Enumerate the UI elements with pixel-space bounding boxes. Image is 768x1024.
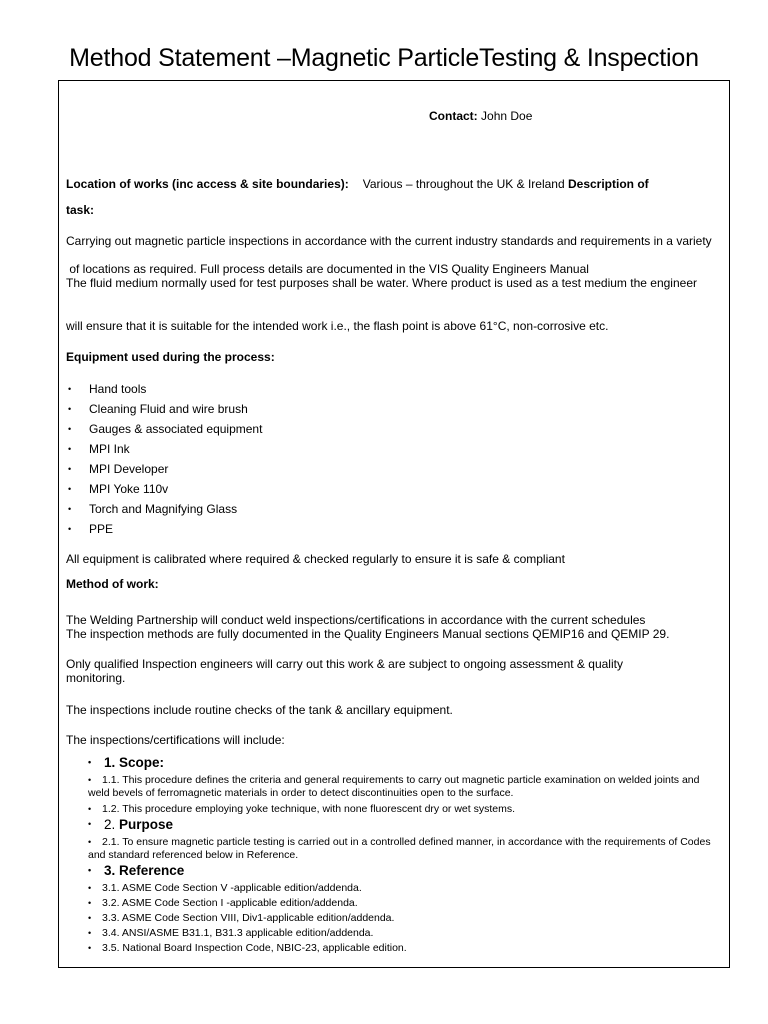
location-value: Various – throughout the UK & Ireland	[362, 177, 565, 191]
list-item: • Torch and Magnifying Glass	[68, 502, 238, 516]
scope-item-2: • 1.2. This procedure employing yoke technique, with none fluorescent dry or wet systems.	[88, 803, 516, 815]
list-item: • Hand tools	[68, 382, 147, 396]
reference-item: • 3.3. ASME Code Section VIII, Div1-applicable edition/addenda.	[88, 912, 395, 924]
scope-item-1: • 1.1. This procedure defines the criteria and general requirements to carry out magnetic particle examination on welded joints and weld bevels of ferromagnetic materials in order to detect discontinuities open to the surface.	[88, 774, 700, 799]
bullet-icon: •	[88, 898, 92, 908]
document-title: Method Statement –Magnetic ParticleTesting & Inspection	[69, 44, 699, 72]
bullet-icon: •	[68, 504, 72, 514]
bullet-icon: •	[88, 883, 92, 893]
method-heading: Method of work:	[66, 577, 159, 591]
description-line-4: will ensure that it is suitable for the intended work i.e., the flash point is above 61°C, non-corrosive etc.	[66, 319, 609, 333]
bullet-icon: •	[88, 819, 92, 829]
location-line	[66, 177, 649, 191]
description-line-2: of locations as required. Full process details are documented in the VIS Quality Engineers Manual	[66, 262, 589, 276]
equipment-list	[68, 382, 262, 542]
bullet-icon: •	[88, 913, 92, 923]
list-item: • MPI Developer	[68, 462, 169, 476]
bullet-icon: •	[68, 424, 72, 434]
bullet-icon: •	[68, 484, 72, 494]
task-label: task:	[66, 203, 95, 217]
bullet-icon: •	[88, 775, 92, 785]
list-item: • PPE	[68, 522, 114, 536]
purpose-item-1: • 2.1. To ensure magnetic particle testing is carried out in a controlled defined manner, in accordance with the requirements of Codes and standard referenced below in Reference.	[88, 836, 711, 861]
method-paragraph-5: The inspections/certifications will include:	[66, 733, 285, 747]
bullet-icon: •	[88, 865, 92, 875]
contact-line	[429, 109, 532, 123]
bullet-icon: •	[68, 384, 72, 394]
list-item: • MPI Yoke 110v	[68, 482, 169, 496]
equipment-heading: Equipment used during the process:	[66, 350, 275, 364]
reference-item: • 3.1. ASME Code Section V -applicable edition/addenda.	[88, 882, 362, 894]
description-label: Description of	[567, 177, 649, 191]
method-paragraph-3: Only qualified Inspection engineers will carry out this work & are subject to ongoing assessment & quality monitoring.	[66, 657, 623, 685]
method-paragraph-1: The Welding Partnership will conduct weld inspections/certifications in accordance with the current schedules	[66, 613, 646, 627]
method-paragraph-4: The inspections include routine checks of the tank & ancillary equipment.	[66, 703, 453, 717]
bullet-icon: •	[68, 464, 72, 474]
scope-heading: • 1. Scope:	[88, 755, 165, 770]
contact-name: John Doe	[481, 109, 533, 123]
description-line-1: Carrying out magnetic particle inspections in accordance with the current industry standards and requirements in a variety	[66, 234, 712, 248]
bullet-icon: •	[88, 928, 92, 938]
method-paragraph-2: The inspection methods are fully documented in the Quality Engineers Manual sections QEMIP16 and QEMIP 29.	[66, 627, 670, 641]
equipment-note: All equipment is calibrated where required & checked regularly to ensure it is safe & compliant	[66, 552, 565, 566]
reference-item: • 3.4. ANSI/ASME B31.1, B31.3 applicable edition/addenda.	[88, 927, 374, 939]
reference-item: • 3.5. National Board Inspection Code, NBIC-23, applicable edition.	[88, 942, 407, 954]
bullet-icon: •	[68, 444, 72, 454]
bullet-icon: •	[88, 757, 92, 767]
frame-left-border	[58, 80, 59, 968]
reference-heading: • 3. Reference	[88, 863, 185, 878]
bullet-icon: •	[68, 404, 72, 414]
list-item: • Cleaning Fluid and wire brush	[68, 402, 248, 416]
purpose-heading: • 2. Purpose	[88, 817, 174, 832]
list-item: • MPI Ink	[68, 442, 130, 456]
bullet-icon: •	[88, 804, 92, 814]
description-line-3: The fluid medium normally used for test purposes shall be water. Where product is used as a test medium the engineer	[66, 276, 697, 290]
bullet-icon: •	[88, 943, 92, 953]
location-label: Location of works (inc access & site boundaries):	[66, 177, 349, 191]
contact-label: Contact:	[429, 109, 478, 123]
bullet-icon: •	[88, 837, 92, 847]
reference-item: • 3.2. ASME Code Section I -applicable edition/addenda.	[88, 897, 358, 909]
list-item: • Gauges & associated equipment	[68, 422, 263, 436]
bullet-icon: •	[68, 524, 72, 534]
